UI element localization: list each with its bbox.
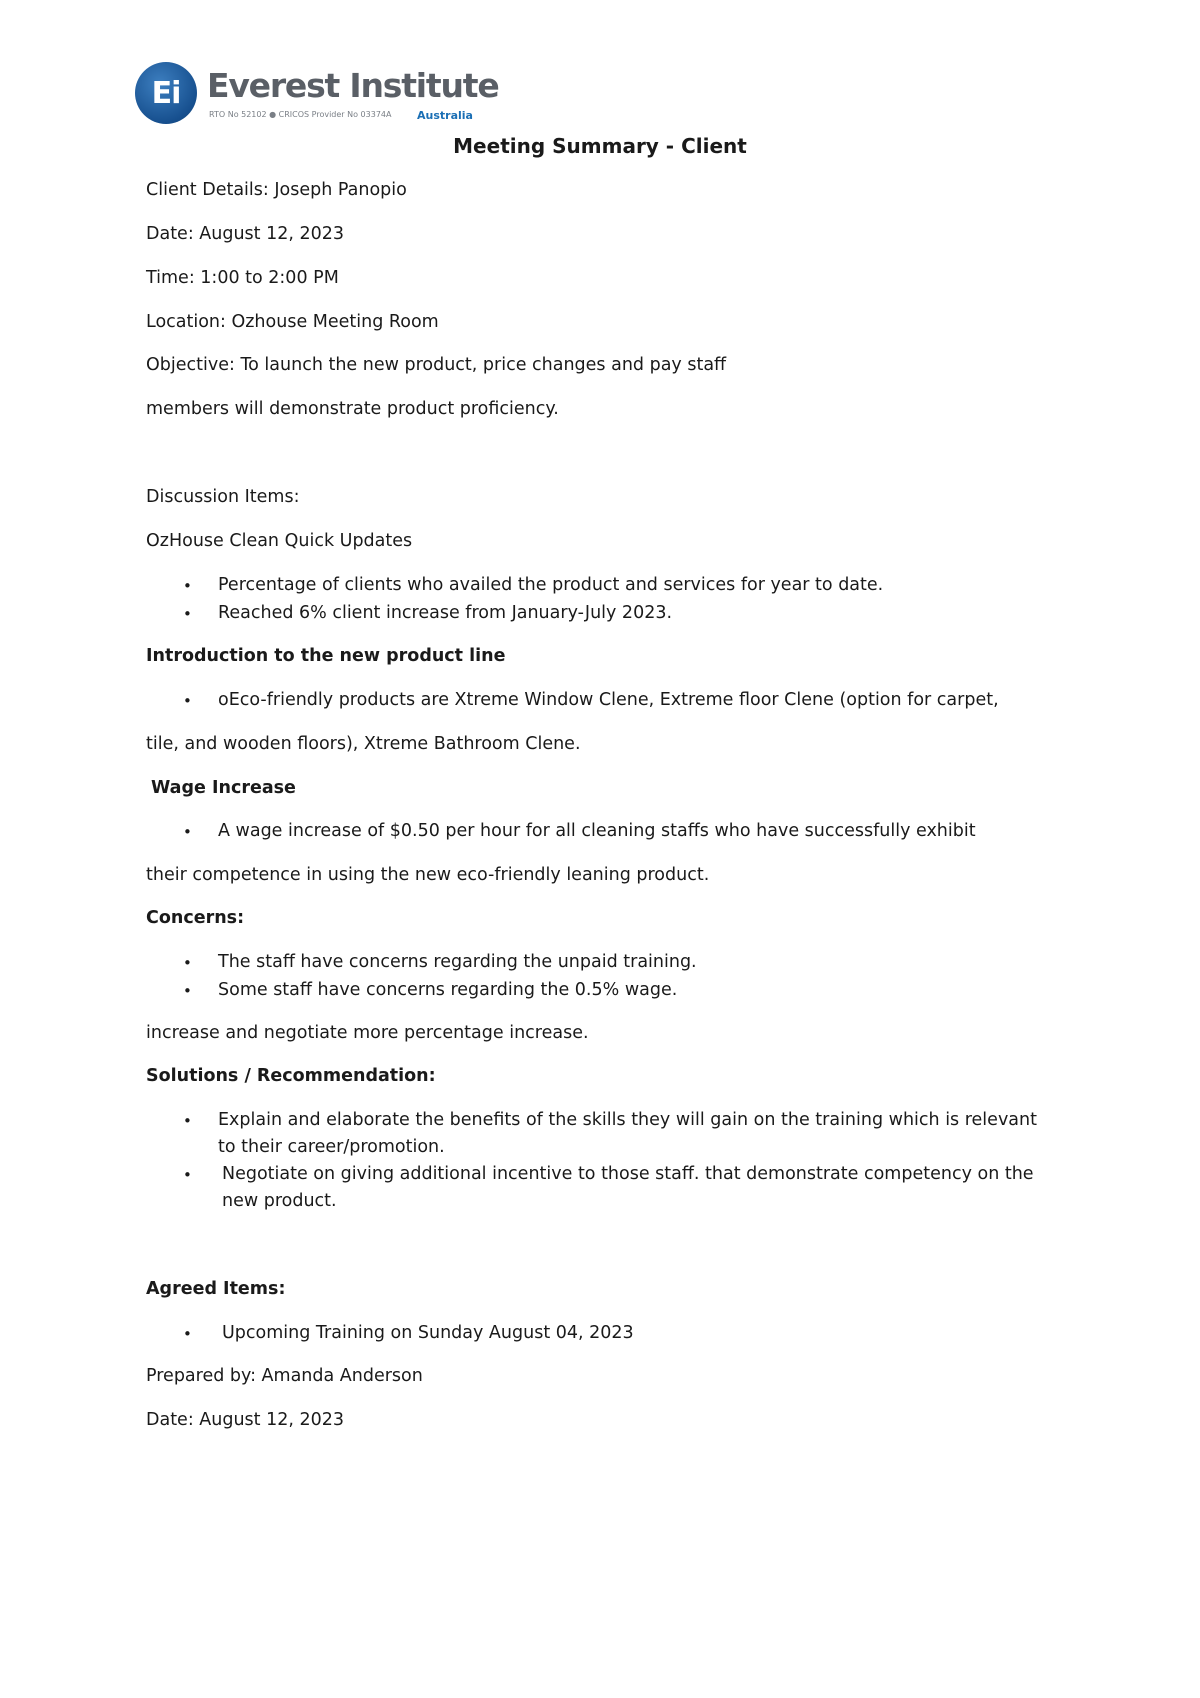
list-item: Percentage of clients who availed the product and services for year to date.	[218, 575, 884, 595]
agreed-heading: Agreed Items:	[146, 1279, 286, 1299]
list-item-continuation: new product.	[222, 1191, 337, 1211]
solutions-heading: Solutions / Recommendation:	[146, 1066, 436, 1086]
meeting-location: Location: Ozhouse Meeting Room	[146, 312, 439, 332]
list-item-continuation: to their career/promotion.	[218, 1137, 445, 1157]
wage-continuation: their competence in using the new eco-friendly leaning product.	[146, 865, 710, 885]
list-item: Upcoming Training on Sunday August 04, 2023	[222, 1323, 634, 1343]
list-bullet: •	[183, 605, 192, 623]
meeting-date: Date: August 12, 2023	[146, 224, 345, 244]
list-bullet: •	[183, 982, 192, 1000]
list-bullet: •	[183, 1112, 192, 1130]
logo-name: Everest Institute	[207, 66, 499, 105]
list-bullet: •	[183, 954, 192, 972]
objective-line-2: members will demonstrate product proficiency.	[146, 399, 559, 419]
updates-heading: OzHouse Clean Quick Updates	[146, 531, 413, 551]
logo-mark: Ei	[135, 62, 197, 124]
prepared-date: Date: August 12, 2023	[146, 1410, 345, 1430]
list-bullet: •	[183, 1325, 192, 1343]
list-item: A wage increase of $0.50 per hour for all cleaning staffs who have successfully exhibit	[218, 821, 976, 841]
list-item: oEco-friendly products are Xtreme Window Clene, Extreme floor Clene (option for carpet,	[218, 690, 999, 710]
client-details: Client Details: Joseph Panopio	[146, 180, 407, 200]
prepared-by: Prepared by: Amanda Anderson	[146, 1366, 423, 1386]
page-title: Meeting Summary - Client	[453, 134, 747, 158]
list-bullet: •	[183, 823, 192, 841]
list-item: Reached 6% client increase from January-July 2023.	[218, 603, 673, 623]
list-item: Negotiate on giving additional incentive to those staff. that demonstrate competency on the	[222, 1164, 1034, 1184]
intro-heading: Introduction to the new product line	[146, 646, 506, 666]
intro-continuation: tile, and wooden floors), Xtreme Bathroom Clene.	[146, 734, 581, 754]
concerns-continuation: increase and negotiate more percentage increase.	[146, 1023, 589, 1043]
concerns-heading: Concerns:	[146, 908, 245, 928]
everest-institute-logo	[135, 60, 499, 128]
discussion-heading: Discussion Items:	[146, 487, 300, 507]
list-item: Some staff have concerns regarding the 0.5% wage.	[218, 980, 678, 1000]
logo-subtitle: RTO No 52102 ● CRICOS Provider No 03374A	[209, 110, 392, 119]
meeting-time: Time: 1:00 to 2:00 PM	[146, 268, 339, 288]
list-item: The staff have concerns regarding the unpaid training.	[218, 952, 697, 972]
list-item: Explain and elaborate the benefits of the skills they will gain on the training which is relevant	[218, 1110, 1037, 1130]
list-bullet: •	[183, 1166, 192, 1184]
objective-line-1: Objective: To launch the new product, price changes and pay staff	[146, 355, 727, 375]
list-bullet: •	[183, 692, 192, 710]
list-bullet: •	[183, 577, 192, 595]
wage-heading: Wage Increase	[151, 778, 296, 798]
logo-country: Australia	[417, 109, 473, 122]
